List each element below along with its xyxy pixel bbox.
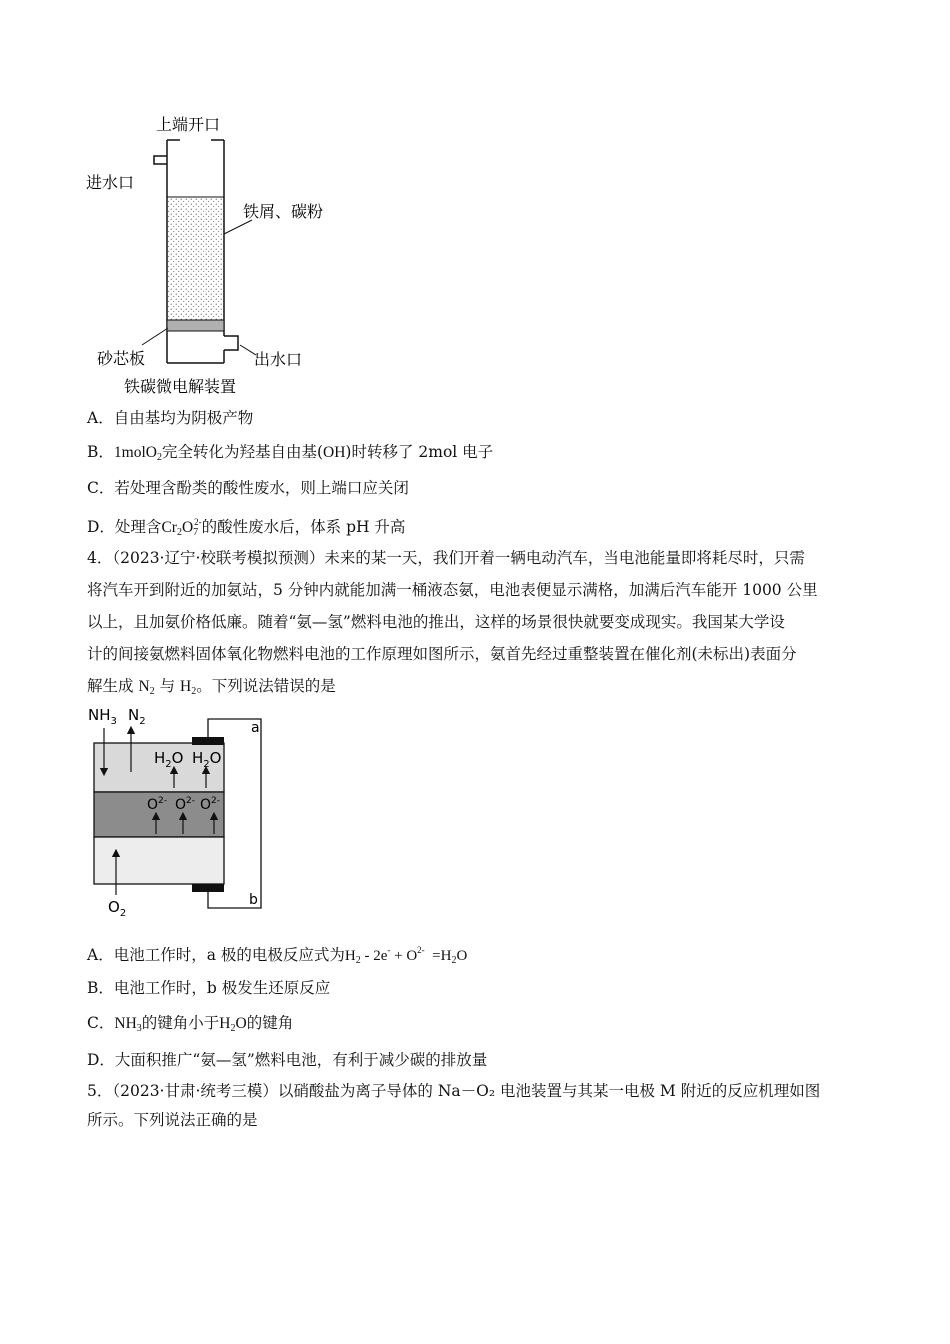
inlet-label: 进水口: [86, 173, 135, 192]
fill-label: 铁屑、碳粉: [243, 202, 324, 221]
q4-option-c-post: 的键角: [246, 1014, 294, 1032]
plate-label: 砂芯板: [97, 349, 146, 368]
electrode-a-label: a: [251, 720, 260, 736]
fuel-cell-figure: [86, 702, 276, 924]
q4-option-c-prefix: C．: [87, 1014, 115, 1032]
anode-reaction-formula: $H_2 - 2e^- + O^{2-} =H_2O$: [344, 945, 468, 966]
water-label-2: $H_2O$: [192, 749, 222, 770]
q3-option-c: C．若处理含酚类的酸性废水，则上端口应关闭: [87, 479, 409, 497]
q4-option-a: [87, 940, 467, 971]
top-opening-label: 上端开口: [156, 115, 221, 134]
dichromate-formula: $Cr_2O_7^{2-}$: [161, 517, 202, 538]
q5-stem-line-1: 5．（2023·甘肃·统考三模）以硝酸盐为离子导体的 Na－O₂ 电池装置与其某一电极 M 附近的反应机理如图: [87, 1082, 821, 1100]
electrode-a-contact: [192, 737, 224, 745]
plate-leader-line: [142, 328, 168, 345]
water-formula: $H_2O$: [219, 1015, 247, 1034]
q3-option-b: [87, 442, 493, 468]
oxide-ion-label-1: $O^{2-}$: [147, 796, 168, 813]
q3-hydroxyl: OH: [323, 444, 346, 461]
oxide-ion-label-3: $O^{2-}$: [200, 796, 221, 813]
q3-option-b-prefix: B．: [87, 443, 114, 461]
q4-stem-line-1: 4．（2023·辽宁·校联考模拟预测）未来的某一天，我们开着一辆电动汽车，当电池能量即将耗尽时，只需: [87, 549, 805, 567]
iron-carbon-device-figure: [80, 108, 380, 400]
q3-option-d-post: 的酸性废水后，体系 pH 升高: [201, 518, 406, 536]
q5-stem-line-2: 所示。下列说法正确的是: [87, 1111, 258, 1129]
q3-option-d-prefix: D．处理含: [87, 518, 162, 536]
q4-stem-5-pre: 解生成: [87, 677, 134, 695]
q3-option-d: [87, 512, 405, 543]
sand-core-plate: [167, 320, 224, 331]
q4-option-b: B．电池工作时，b 极发生还原反应: [87, 979, 331, 997]
q3-mol-o: 1molO: [113, 444, 157, 461]
q3-option-b-amount: 1molO$_2$: [113, 444, 162, 463]
q3-option-b-post: )时转移了 2mol 电子: [345, 443, 494, 461]
cathode-layer: [94, 837, 224, 884]
nitrogen-formula: $N_2$: [138, 678, 155, 697]
electrode-b-contact: [192, 884, 224, 892]
q4-stem-5-mid: 与: [159, 677, 176, 695]
electrode-b-label: b: [249, 892, 258, 908]
ammonia-formula: $NH_3$: [114, 1015, 142, 1034]
ammonia-label: $NH_3$: [88, 706, 117, 727]
q4-option-a-prefix: A．电池工作时，a 极的电极反应式为: [87, 946, 345, 964]
q4-stem-line-2: 将汽车开到附近的加氨站，5 分钟内就能加满一桶液态氨，电池表便显示满格，加满后汽车能开 1000 公里: [87, 581, 818, 599]
nitrogen-label: $N_2$: [128, 706, 146, 727]
hydrogen-formula: $H_2$: [180, 678, 197, 697]
oxygen-label: $O_2$: [108, 898, 127, 919]
q4-stem-line-5: [87, 676, 336, 702]
outlet-label: 出水口: [254, 350, 303, 369]
q4-stem-5-post: 。下列说法错误的是: [196, 677, 336, 695]
outlet-port: [224, 336, 238, 350]
q4-stem-line-3: 以上，且加氨价格低廉。随着“氨—氢”燃料电池的推出，这样的场景很快就要变成现实。我国某大学设: [87, 613, 785, 631]
oxide-ion-label-2: $O^{2-}$: [175, 796, 196, 813]
q4-stem-line-4: 计的间接氨燃料固体氧化物燃料电池的工作原理如图所示，氨首先经过重整装置在催化剂(未标出)表面分: [87, 645, 797, 663]
iron-carbon-fill: [167, 197, 224, 320]
q4-option-c: [87, 1013, 293, 1039]
q4-option-d: D．大面积推广“氨—氢”燃料电池，有利于减少碳的排放量: [87, 1051, 488, 1069]
q4-option-c-mid: 的键角小于: [141, 1014, 220, 1032]
q3-option-a: A．自由基均为阴极产物: [87, 409, 254, 427]
water-label-1: $H_2O$: [154, 749, 184, 770]
figure-caption: 铁碳微电解装置: [124, 377, 237, 396]
fill-leader-line: [224, 220, 252, 234]
q3-option-b-mid: 完全转化为羟基自由基(: [161, 443, 324, 461]
inlet-port: [154, 156, 167, 164]
